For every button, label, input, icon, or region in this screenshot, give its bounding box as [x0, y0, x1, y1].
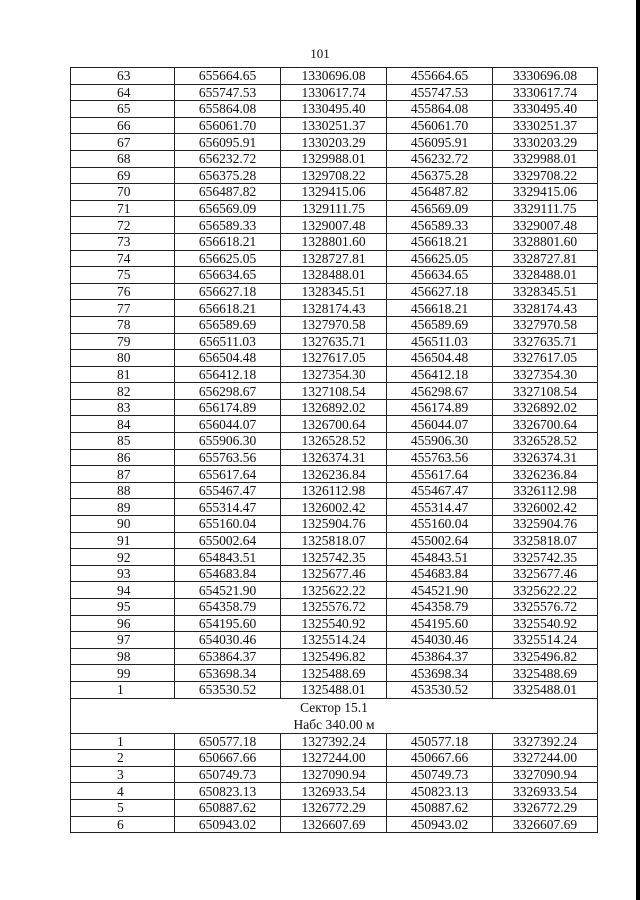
x-coord-cell: 655747.53 — [175, 84, 281, 101]
point-number-cell: 1 — [71, 681, 175, 698]
y-coord-cell: 1326772.29 — [281, 799, 387, 816]
x-coord-cell: 655314.47 — [175, 499, 281, 516]
table-row — [71, 565, 598, 582]
x-coord-cell: 654843.51 — [175, 549, 281, 566]
y-coord-cell: 1330617.74 — [281, 84, 387, 101]
table-row — [71, 316, 598, 333]
y2-coord-cell: 3328801.60 — [493, 233, 598, 250]
x-coord-cell: 653698.34 — [175, 665, 281, 682]
point-number-cell: 1 — [71, 733, 175, 750]
y-coord-cell: 1326112.98 — [281, 482, 387, 499]
x-coord-cell: 656487.82 — [175, 184, 281, 201]
x2-coord-cell: 454030.46 — [387, 632, 493, 649]
point-number-cell: 92 — [71, 549, 175, 566]
table-row — [71, 366, 598, 383]
y-coord-cell: 1325540.92 — [281, 615, 387, 632]
y-coord-cell: 1325488.01 — [281, 681, 387, 698]
y2-coord-cell: 3328174.43 — [493, 300, 598, 317]
x2-coord-cell: 455160.04 — [387, 516, 493, 533]
table-row — [71, 516, 598, 533]
y2-coord-cell: 3327090.94 — [493, 766, 598, 783]
y2-coord-cell: 3326002.42 — [493, 499, 598, 516]
y-coord-cell: 1326528.52 — [281, 433, 387, 450]
section-header — [71, 698, 598, 733]
point-number-cell: 64 — [71, 84, 175, 101]
x2-coord-cell: 455747.53 — [387, 84, 493, 101]
x-coord-cell: 653530.52 — [175, 681, 281, 698]
y2-coord-cell: 3327970.58 — [493, 316, 598, 333]
x2-coord-cell: 454521.90 — [387, 582, 493, 599]
point-number-cell: 63 — [71, 68, 175, 85]
y-coord-cell: 1328174.43 — [281, 300, 387, 317]
y-coord-cell: 1330251.37 — [281, 117, 387, 134]
x-coord-cell: 655864.08 — [175, 101, 281, 118]
y-coord-cell: 1327354.30 — [281, 366, 387, 383]
point-number-cell: 4 — [71, 783, 175, 800]
x2-coord-cell: 456618.21 — [387, 233, 493, 250]
x-coord-cell: 654358.79 — [175, 599, 281, 616]
table-row — [71, 68, 598, 85]
table-row — [71, 383, 598, 400]
x2-coord-cell: 455763.56 — [387, 449, 493, 466]
y2-coord-cell: 3327108.54 — [493, 383, 598, 400]
x-coord-cell: 656627.18 — [175, 283, 281, 300]
x2-coord-cell: 456511.03 — [387, 333, 493, 350]
y2-coord-cell: 3325677.46 — [493, 565, 598, 582]
point-number-cell: 81 — [71, 366, 175, 383]
y-coord-cell: 1328488.01 — [281, 267, 387, 284]
x-coord-cell: 650823.13 — [175, 783, 281, 800]
table-row — [71, 766, 598, 783]
y2-coord-cell: 3325742.35 — [493, 549, 598, 566]
y-coord-cell: 1325514.24 — [281, 632, 387, 649]
y-coord-cell: 1325496.82 — [281, 648, 387, 665]
x-coord-cell: 655617.64 — [175, 466, 281, 483]
point-number-cell: 5 — [71, 799, 175, 816]
x-coord-cell: 656044.07 — [175, 416, 281, 433]
y2-coord-cell: 3327635.71 — [493, 333, 598, 350]
x2-coord-cell: 456618.21 — [387, 300, 493, 317]
y2-coord-cell: 3329111.75 — [493, 200, 598, 217]
table-row — [71, 300, 598, 317]
section-subtitle-row — [71, 716, 598, 734]
table-row — [71, 167, 598, 184]
x-coord-cell: 656589.33 — [175, 217, 281, 234]
y-coord-cell: 1327392.24 — [281, 733, 387, 750]
y2-coord-cell: 3325540.92 — [493, 615, 598, 632]
table-row — [71, 681, 598, 698]
x2-coord-cell: 456095.91 — [387, 134, 493, 151]
y-coord-cell: 1329988.01 — [281, 150, 387, 167]
y2-coord-cell: 3325904.76 — [493, 516, 598, 533]
point-number-cell: 83 — [71, 399, 175, 416]
x2-coord-cell: 456061.70 — [387, 117, 493, 134]
point-number-cell: 87 — [71, 466, 175, 483]
y-coord-cell: 1326236.84 — [281, 466, 387, 483]
x2-coord-cell: 455314.47 — [387, 499, 493, 516]
y-coord-cell: 1330203.29 — [281, 134, 387, 151]
y2-coord-cell: 3325622.22 — [493, 582, 598, 599]
x-coord-cell: 655763.56 — [175, 449, 281, 466]
y2-coord-cell: 3329708.22 — [493, 167, 598, 184]
y2-coord-cell: 3325488.69 — [493, 665, 598, 682]
x-coord-cell: 656095.91 — [175, 134, 281, 151]
point-number-cell: 68 — [71, 150, 175, 167]
x2-coord-cell: 456412.18 — [387, 366, 493, 383]
x-coord-cell: 650667.66 — [175, 750, 281, 767]
x2-coord-cell: 456044.07 — [387, 416, 493, 433]
y-coord-cell: 1329111.75 — [281, 200, 387, 217]
x-coord-cell: 656232.72 — [175, 150, 281, 167]
y-coord-cell: 1325622.22 — [281, 582, 387, 599]
y2-coord-cell: 3326700.64 — [493, 416, 598, 433]
x2-coord-cell: 456634.65 — [387, 267, 493, 284]
x2-coord-cell: 450667.66 — [387, 750, 493, 767]
y2-coord-cell: 3330696.08 — [493, 68, 598, 85]
x-coord-cell: 655467.47 — [175, 482, 281, 499]
table-row — [71, 632, 598, 649]
x2-coord-cell: 455002.64 — [387, 532, 493, 549]
y2-coord-cell: 3327354.30 — [493, 366, 598, 383]
point-number-cell: 77 — [71, 300, 175, 317]
x2-coord-cell: 450823.13 — [387, 783, 493, 800]
point-number-cell: 79 — [71, 333, 175, 350]
table-row — [71, 101, 598, 118]
x-coord-cell: 654521.90 — [175, 582, 281, 599]
y-coord-cell: 1325742.35 — [281, 549, 387, 566]
x-coord-cell: 656625.05 — [175, 250, 281, 267]
y2-coord-cell: 3326112.98 — [493, 482, 598, 499]
table-body-bottom — [71, 733, 598, 833]
table-row — [71, 283, 598, 300]
x-coord-cell: 655160.04 — [175, 516, 281, 533]
table-row — [71, 615, 598, 632]
y2-coord-cell: 3326772.29 — [493, 799, 598, 816]
x-coord-cell: 653864.37 — [175, 648, 281, 665]
x2-coord-cell: 455617.64 — [387, 466, 493, 483]
y2-coord-cell: 3325496.82 — [493, 648, 598, 665]
y-coord-cell: 1325818.07 — [281, 532, 387, 549]
page-number: 101 — [310, 46, 330, 61]
x-coord-cell: 656412.18 — [175, 366, 281, 383]
x-coord-cell: 650577.18 — [175, 733, 281, 750]
y2-coord-cell: 3327617.05 — [493, 350, 598, 367]
table-row — [71, 233, 598, 250]
y-coord-cell: 1326700.64 — [281, 416, 387, 433]
x2-coord-cell: 453864.37 — [387, 648, 493, 665]
table-body-top — [71, 68, 598, 699]
x2-coord-cell: 456627.18 — [387, 283, 493, 300]
table-row — [71, 350, 598, 367]
table-row — [71, 466, 598, 483]
table-row — [71, 250, 598, 267]
x-coord-cell: 656618.21 — [175, 300, 281, 317]
point-number-cell: 71 — [71, 200, 175, 217]
table-row — [71, 733, 598, 750]
section-subtitle: Набс 340.00 м — [71, 716, 598, 734]
y2-coord-cell: 3326528.52 — [493, 433, 598, 450]
y2-coord-cell: 3325576.72 — [493, 599, 598, 616]
x2-coord-cell: 455467.47 — [387, 482, 493, 499]
table-row — [71, 482, 598, 499]
x2-coord-cell: 450887.62 — [387, 799, 493, 816]
x2-coord-cell: 454358.79 — [387, 599, 493, 616]
point-number-cell: 95 — [71, 599, 175, 616]
table-row — [71, 134, 598, 151]
x2-coord-cell: 454843.51 — [387, 549, 493, 566]
point-number-cell: 6 — [71, 816, 175, 833]
y-coord-cell: 1327617.05 — [281, 350, 387, 367]
y2-coord-cell: 3329007.48 — [493, 217, 598, 234]
point-number-cell: 70 — [71, 184, 175, 201]
x-coord-cell: 654683.84 — [175, 565, 281, 582]
y2-coord-cell: 3328345.51 — [493, 283, 598, 300]
point-number-cell: 73 — [71, 233, 175, 250]
x2-coord-cell: 456487.82 — [387, 184, 493, 201]
y2-coord-cell: 3327392.24 — [493, 733, 598, 750]
table-row — [71, 84, 598, 101]
y-coord-cell: 1326892.02 — [281, 399, 387, 416]
point-number-cell: 69 — [71, 167, 175, 184]
x2-coord-cell: 455864.08 — [387, 101, 493, 118]
y-coord-cell: 1327244.00 — [281, 750, 387, 767]
y-coord-cell: 1325488.69 — [281, 665, 387, 682]
y2-coord-cell: 3326933.54 — [493, 783, 598, 800]
x2-coord-cell: 455664.65 — [387, 68, 493, 85]
x2-coord-cell: 450943.02 — [387, 816, 493, 833]
y-coord-cell: 1326002.42 — [281, 499, 387, 516]
x2-coord-cell: 456504.48 — [387, 350, 493, 367]
point-number-cell: 97 — [71, 632, 175, 649]
table-row — [71, 200, 598, 217]
point-number-cell: 2 — [71, 750, 175, 767]
y-coord-cell: 1330696.08 — [281, 68, 387, 85]
x-coord-cell: 655906.30 — [175, 433, 281, 450]
table-row — [71, 582, 598, 599]
x2-coord-cell: 455906.30 — [387, 433, 493, 450]
table-row — [71, 499, 598, 516]
x-coord-cell: 655002.64 — [175, 532, 281, 549]
x-coord-cell: 656061.70 — [175, 117, 281, 134]
table-row — [71, 783, 598, 800]
coordinates-table — [70, 67, 598, 833]
table-row — [71, 816, 598, 833]
y-coord-cell: 1330495.40 — [281, 101, 387, 118]
y2-coord-cell: 3330251.37 — [493, 117, 598, 134]
y-coord-cell: 1329007.48 — [281, 217, 387, 234]
point-number-cell: 75 — [71, 267, 175, 284]
table-row — [71, 532, 598, 549]
table-row — [71, 449, 598, 466]
y-coord-cell: 1328801.60 — [281, 233, 387, 250]
y2-coord-cell: 3328727.81 — [493, 250, 598, 267]
x2-coord-cell: 456298.67 — [387, 383, 493, 400]
y-coord-cell: 1325576.72 — [281, 599, 387, 616]
table-row — [71, 267, 598, 284]
y2-coord-cell: 3326892.02 — [493, 399, 598, 416]
point-number-cell: 90 — [71, 516, 175, 533]
point-number-cell: 74 — [71, 250, 175, 267]
point-number-cell: 98 — [71, 648, 175, 665]
point-number-cell: 99 — [71, 665, 175, 682]
point-number-cell: 82 — [71, 383, 175, 400]
table-row — [71, 433, 598, 450]
point-number-cell: 80 — [71, 350, 175, 367]
point-number-cell: 96 — [71, 615, 175, 632]
point-number-cell: 89 — [71, 499, 175, 516]
x-coord-cell: 655664.65 — [175, 68, 281, 85]
y-coord-cell: 1325677.46 — [281, 565, 387, 582]
y-coord-cell: 1326933.54 — [281, 783, 387, 800]
table-row — [71, 399, 598, 416]
table-row — [71, 549, 598, 566]
table-row — [71, 184, 598, 201]
y2-coord-cell: 3326607.69 — [493, 816, 598, 833]
point-number-cell: 65 — [71, 101, 175, 118]
point-number-cell: 67 — [71, 134, 175, 151]
point-number-cell: 76 — [71, 283, 175, 300]
point-number-cell: 84 — [71, 416, 175, 433]
y2-coord-cell: 3327244.00 — [493, 750, 598, 767]
x-coord-cell: 656375.28 — [175, 167, 281, 184]
y2-coord-cell: 3329415.06 — [493, 184, 598, 201]
y2-coord-cell: 3330617.74 — [493, 84, 598, 101]
x-coord-cell: 656298.67 — [175, 383, 281, 400]
y-coord-cell: 1326374.31 — [281, 449, 387, 466]
x-coord-cell: 650887.62 — [175, 799, 281, 816]
y2-coord-cell: 3330203.29 — [493, 134, 598, 151]
table-row — [71, 333, 598, 350]
x-coord-cell: 656504.48 — [175, 350, 281, 367]
x2-coord-cell: 456375.28 — [387, 167, 493, 184]
y-coord-cell: 1329415.06 — [281, 184, 387, 201]
x2-coord-cell: 456174.89 — [387, 399, 493, 416]
table-row — [71, 117, 598, 134]
x-coord-cell: 654030.46 — [175, 632, 281, 649]
point-number-cell: 72 — [71, 217, 175, 234]
y2-coord-cell: 3330495.40 — [493, 101, 598, 118]
point-number-cell: 91 — [71, 532, 175, 549]
x2-coord-cell: 450577.18 — [387, 733, 493, 750]
x2-coord-cell: 453530.52 — [387, 681, 493, 698]
scan-edge — [636, 0, 640, 900]
x2-coord-cell: 456589.33 — [387, 217, 493, 234]
y2-coord-cell: 3325818.07 — [493, 532, 598, 549]
table-row — [71, 665, 598, 682]
y2-coord-cell: 3326374.31 — [493, 449, 598, 466]
x-coord-cell: 656174.89 — [175, 399, 281, 416]
y-coord-cell: 1327635.71 — [281, 333, 387, 350]
x2-coord-cell: 450749.73 — [387, 766, 493, 783]
y-coord-cell: 1329708.22 — [281, 167, 387, 184]
x2-coord-cell: 456589.69 — [387, 316, 493, 333]
point-number-cell: 88 — [71, 482, 175, 499]
section-title-row — [71, 698, 598, 716]
point-number-cell: 85 — [71, 433, 175, 450]
point-number-cell: 78 — [71, 316, 175, 333]
table-row — [71, 217, 598, 234]
y2-coord-cell: 3326236.84 — [493, 466, 598, 483]
x-coord-cell: 656618.21 — [175, 233, 281, 250]
x2-coord-cell: 453698.34 — [387, 665, 493, 682]
x-coord-cell: 650943.02 — [175, 816, 281, 833]
table-row — [71, 648, 598, 665]
point-number-cell: 93 — [71, 565, 175, 582]
x-coord-cell: 650749.73 — [175, 766, 281, 783]
table-row — [71, 599, 598, 616]
table-row — [71, 416, 598, 433]
y-coord-cell: 1328727.81 — [281, 250, 387, 267]
x-coord-cell: 656589.69 — [175, 316, 281, 333]
table-row — [71, 799, 598, 816]
y2-coord-cell: 3325488.01 — [493, 681, 598, 698]
x2-coord-cell: 456232.72 — [387, 150, 493, 167]
y2-coord-cell: 3329988.01 — [493, 150, 598, 167]
point-number-cell: 66 — [71, 117, 175, 134]
point-number-cell: 94 — [71, 582, 175, 599]
y-coord-cell: 1326607.69 — [281, 816, 387, 833]
y-coord-cell: 1325904.76 — [281, 516, 387, 533]
x-coord-cell: 654195.60 — [175, 615, 281, 632]
y2-coord-cell: 3325514.24 — [493, 632, 598, 649]
x2-coord-cell: 456625.05 — [387, 250, 493, 267]
point-number-cell: 3 — [71, 766, 175, 783]
table-row — [71, 750, 598, 767]
y-coord-cell: 1328345.51 — [281, 283, 387, 300]
y2-coord-cell: 3328488.01 — [493, 267, 598, 284]
section-title: Сектор 15.1 — [71, 698, 598, 716]
x-coord-cell: 656634.65 — [175, 267, 281, 284]
y-coord-cell: 1327970.58 — [281, 316, 387, 333]
x2-coord-cell: 456569.09 — [387, 200, 493, 217]
y-coord-cell: 1327108.54 — [281, 383, 387, 400]
x2-coord-cell: 454195.60 — [387, 615, 493, 632]
table-row — [71, 150, 598, 167]
point-number-cell: 86 — [71, 449, 175, 466]
x2-coord-cell: 454683.84 — [387, 565, 493, 582]
x-coord-cell: 656511.03 — [175, 333, 281, 350]
x-coord-cell: 656569.09 — [175, 200, 281, 217]
y-coord-cell: 1327090.94 — [281, 766, 387, 783]
